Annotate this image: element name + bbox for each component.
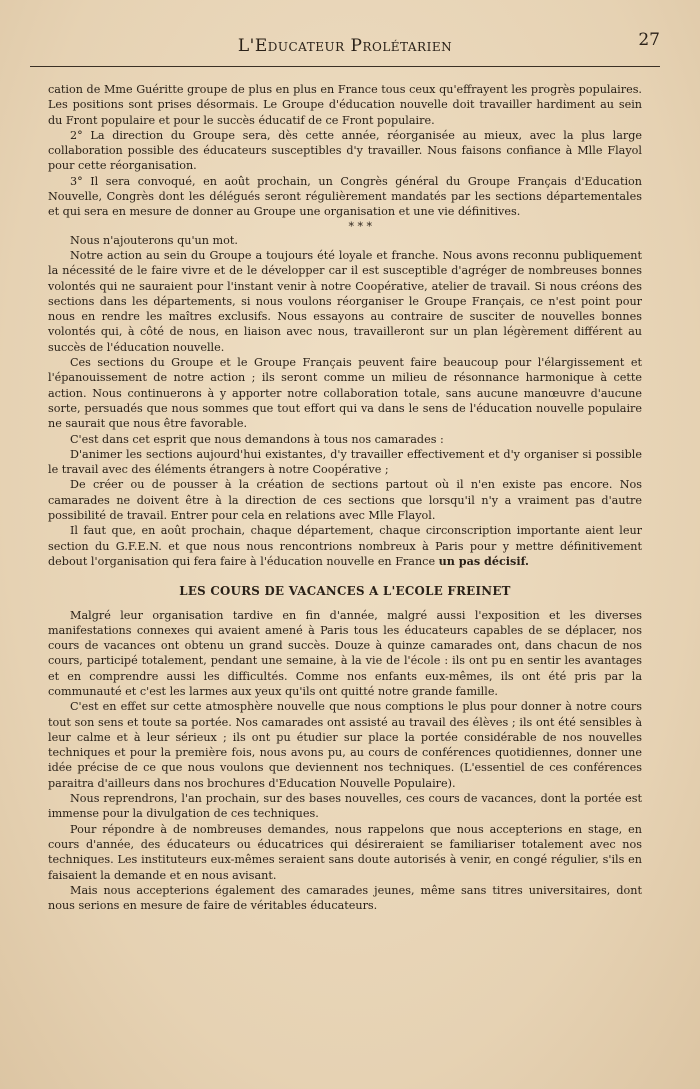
article-body [48, 82, 642, 913]
emphasis-text: un pas décisif. [438, 553, 529, 568]
paragraph: cation de Mme Guéritte groupe de plus en plus en France tous ceux qu'effrayent les progrès populaires. Les positions sont prises désormais. Le Groupe d'éducation nouvelle doit travailler hardiment au sein du Front populaire et pour le succès éducatif de ce Front populaire. [48, 83, 642, 127]
running-header [30, 26, 660, 66]
paragraph: C'est en effet sur cette atmosphère nouvelle que nous comptions le plus pour donner à notre cours tout son sens et toute sa portée. Nos camarades ont assisté au travail des élèves ; ils ont été sensibles à leur calme et à leur sérieux ; ils ont pu étudier sur place la portée considérable de nos nouvelles techniques et pour la première fois, nous avons pu, au cours de conférences quotidiennes, donner une idée précise de ce que nous voulons que deviennent nos techniques. (L'essentiel de ces conférences paraitra d'ailleurs dans nos brochures d'Education Nouvelle Populaire). [48, 700, 642, 790]
paragraph: Nous n'ajouterons qu'un mot. [70, 233, 238, 247]
paragraph: Nous reprendrons, l'an prochain, sur des bases nouvelles, ces cours de vacances, dont la portée est immense pour la divulgation de ces techniques. [48, 792, 642, 821]
paragraph: Malgré leur organisation tardive en fin d'année, malgré aussi l'exposition et les diverses manifestations connexes qui avaient amené à Paris tous les éducateurs capables de se déplacer, nos cours de vacances ont obtenu un grand succès. Douze à quinze camarades ont, dans chacun de nos cours, participé totalement, pendant une semaine, à la vie de l'école : ils ont pu en sentir les avantages et en comprendre aussi les difficultés. Comme nos enfants eux-mêmes, ils ont été pris par la communauté et c'est les larmes aux yeux qu'ils ont quitté notre grande famille. [48, 608, 642, 698]
header-rule [30, 66, 660, 67]
paragraph: Ces sections du Groupe et le Groupe Français peuvent faire beaucoup pour l'élargissement et l'épanouissement de notre action ; ils seront comme un milieu de résonnance harmonique à cette action. Nous continuerons à y apporter notre collaboration totale, sans aucune manœuvre d'aucune sorte, persuadés que nous sommes que tout effort qui va dans le sens de l'éducation nouvelle populaire ne saurait que nous être favorable. [48, 356, 642, 431]
section-separator: * * * [348, 219, 372, 233]
paragraph: Mais nous accepterions également des camarades jeunes, même sans titres universitaires, dont nous serions en mesure de faire de véritables éducateurs. [48, 883, 642, 913]
paragraph: De créer ou de pousser à la création de sections partout où il n'en existe pas encore. Nos camarades ne doivent être à la direction de ces sections que lorsqu'il n'y a vraiment pas d'autre possibilité de travail. Entrer pour cela en relations avec Mlle Flayol. [48, 478, 642, 523]
paragraph: Pour répondre à de nombreuses demandes, nous rappelons que nous accepterions en stage, en cours d'année, des éducateurs ou éducatrices qui désireraient se familiariser totalement avec nos techniques. Les instituteurs eux-mêmes seraient sans doute autorisés à venir, en congé régulier, s'ils en faisaient la demande et en nous avisant. [48, 822, 642, 882]
paragraph: 3° Il sera convoqué, en août prochain, un Congrès général du Groupe Français d'Education Nouvelle, Congrès dont les délégués seront régulièrement mandatés par les sections départementales et qui sera en mesure de donner au Groupe une organisation et une vie définitives. [48, 174, 642, 219]
journal-title: L'Educateur Prolétarien [237, 36, 453, 56]
paragraph [48, 523, 642, 569]
page-number: 27 [638, 30, 660, 50]
paragraph: C'est dans cet esprit que nous demandons à tous nos camarades : [70, 432, 444, 446]
section-heading: LES COURS DE VACANCES A L'ECOLE FREINET [179, 584, 511, 599]
paragraph: Notre action au sein du Groupe a toujours été loyale et franche. Nous avons reconnu publiquement la nécessité de le faire vivre et de le développer car il est susceptible d'agréger de nombreuses bonnes volontés qui ne sauraient pour l'instant venir à notre Coopérative, atelier de travail. Si nous créons des sections dans les départements, si nous voulons réorganiser le Groupe Français, ce n'est point pour nous en rendre les maîtres exclusifs. Nous essayons au contraire de susciter de nouvelles bonnes volontés qui, à côté de nous, en liaison avec nous, travailleront sur un plan légèrement différent au succès de l'éducation nouvelle. [48, 248, 642, 354]
paragraph: 2° La direction du Groupe sera, dès cette année, réorganisée au mieux, avec la plus large collaboration possible des éducateurs susceptibles d'y travailler. Nous faisons confiance à Mlle Flayol pour cette réorganisation. [48, 128, 642, 173]
paragraph: D'animer les sections aujourd'hui existantes, d'y travailler effectivement et d'y organiser si possible le travail avec des éléments étrangers à notre Coopérative ; [48, 447, 642, 477]
paragraph-text: Il faut que, en août prochain, chaque département, chaque circonscription importante aient leur section du G.F.E.N. et que nous nous rencontrions nombreux à Paris pour y mettre définitivement debout l'organisation qui fera faire à l'éducation nouvelle en France [48, 524, 642, 568]
